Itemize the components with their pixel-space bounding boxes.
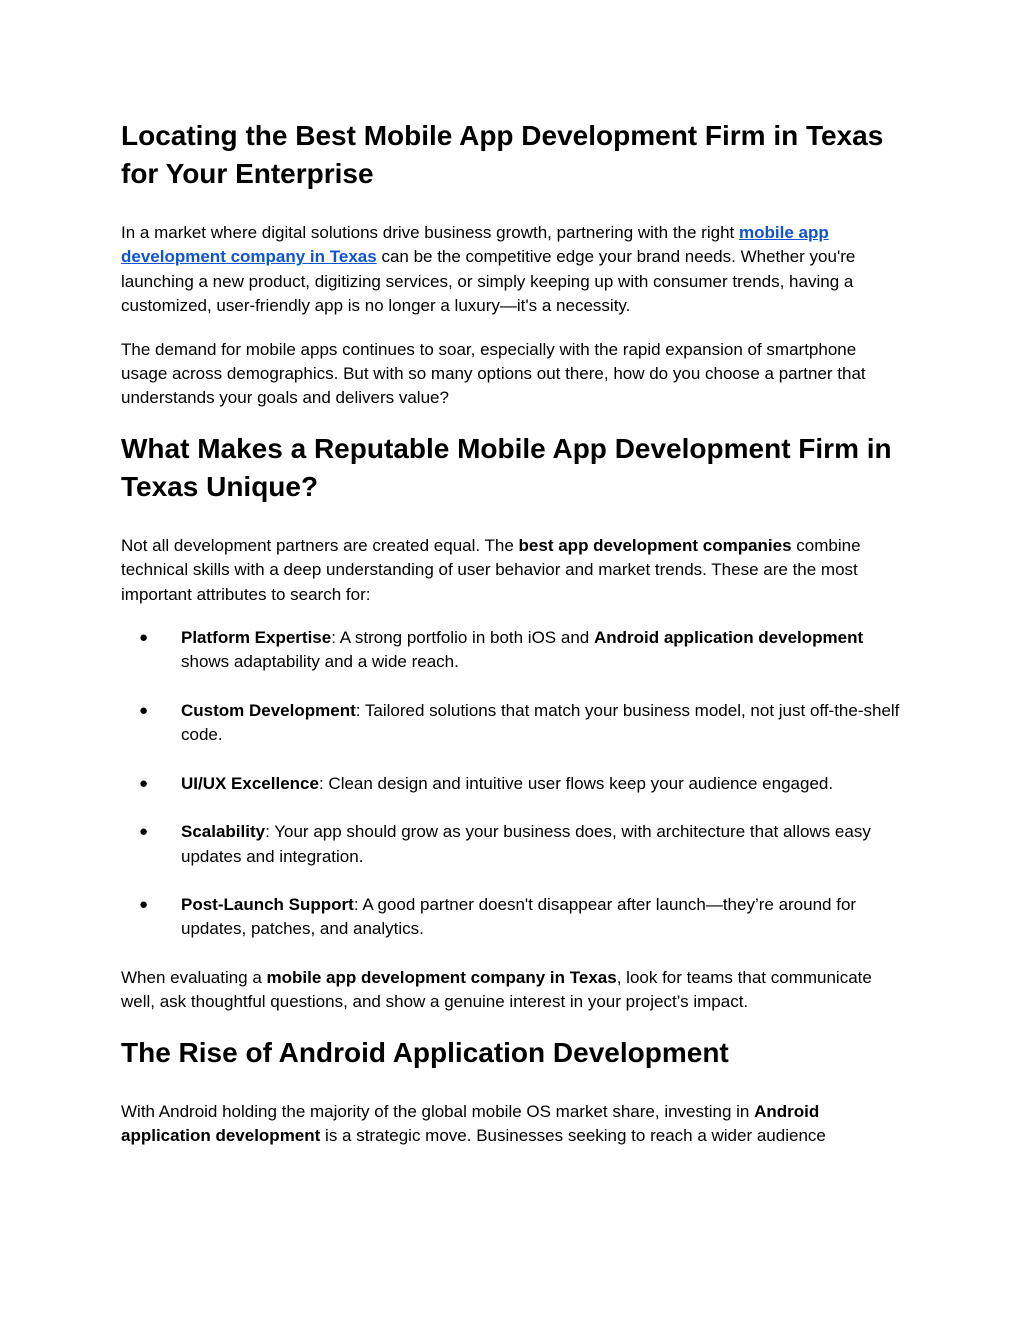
list-item-text: : A good partner doesn't disappear after launch—they’re around for updates, patches, and analytics. <box>181 894 857 939</box>
section-heading-unique: What Makes a Reputable Mobile App Development Firm in Texas Unique? <box>121 432 892 502</box>
list-item-term: Post-Launch Support <box>181 894 354 914</box>
section1-intro-paragraph <box>121 534 901 607</box>
intro-text-after: can be the competitive edge your brand needs. Whether you're launching a new product, digitizing services, or simply keeping up with consumer trends, having a customized, user-friendly app is no longer a luxury—it's a necessity. <box>121 247 856 316</box>
list-item-text: : Clean design and intuitive user flows keep your audience engaged. <box>318 773 834 793</box>
document-page <box>121 117 901 1167</box>
section1-intro-before: Not all development partners are created equal. The <box>121 535 519 555</box>
attributes-list <box>121 626 901 942</box>
list-item-term: Custom Development <box>181 700 356 720</box>
evaluation-text-before: When evaluating a <box>121 967 267 987</box>
list-item-text: : A strong portfolio in both iOS and <box>331 628 594 648</box>
list-item-text-end: shows adaptability and a wide reach. <box>181 652 459 672</box>
bullet-icon: ● <box>139 895 149 913</box>
list-item-bold: Android application development <box>593 628 864 648</box>
bullet-icon: ● <box>139 823 149 841</box>
section1-intro-bold: best app development companies <box>518 535 792 555</box>
evaluation-text-after: , look for teams that communicate well, ask thoughtful questions, and show a genuine interest in your project’s impact. <box>121 967 872 1012</box>
list-item-text: : Your app should grow as your business does, with architecture that allows easy updates and integration. <box>181 822 871 866</box>
intro-paragraph <box>121 221 901 319</box>
list-item <box>121 820 901 869</box>
list-item <box>121 626 901 675</box>
list-item <box>121 893 901 942</box>
android-bold: Android application development <box>121 1101 820 1145</box>
list-item <box>121 772 901 796</box>
android-paragraph <box>121 1100 901 1149</box>
demand-paragraph: The demand for mobile apps continues to soar, especially with the rapid expansion of smartphone usage across demographics. But with so many options out there, how do you choose a partner that understands your goals and delivers value? <box>121 339 866 408</box>
evaluation-paragraph <box>121 966 901 1015</box>
list-item-term: UI/UX Excellence <box>181 773 319 793</box>
intro-text-before: In a market where digital solutions drive business growth, partnering with the right <box>121 223 739 242</box>
section-heading-android: The Rise of Android Application Development <box>121 1036 729 1068</box>
list-item-text: : Tailored solutions that match your business model, not just off-the-shelf code. <box>181 700 900 745</box>
android-text-before: With Android holding the majority of the global mobile OS market share, investing in <box>121 1101 755 1121</box>
bullet-icon: ● <box>139 701 149 719</box>
mobile-app-company-link[interactable]: mobile app development company in Texas <box>121 223 829 267</box>
evaluation-bold: mobile app development company in Texas <box>266 967 617 987</box>
android-text-after: is a strategic move. Businesses seeking to reach a wider audience <box>320 1125 826 1145</box>
page-title: Locating the Best Mobile App Development Firm in Texas for Your Enterprise <box>121 120 884 189</box>
list-item <box>121 699 901 748</box>
section1-intro-after: combine technical skills with a deep understanding of user behavior and market trends. These are the most important attributes to search for: <box>121 535 861 604</box>
bullet-icon: ● <box>139 774 149 792</box>
list-item-term: Scalability <box>181 822 266 842</box>
bullet-icon: ● <box>139 629 149 647</box>
list-item-term: Platform Expertise <box>181 628 332 648</box>
